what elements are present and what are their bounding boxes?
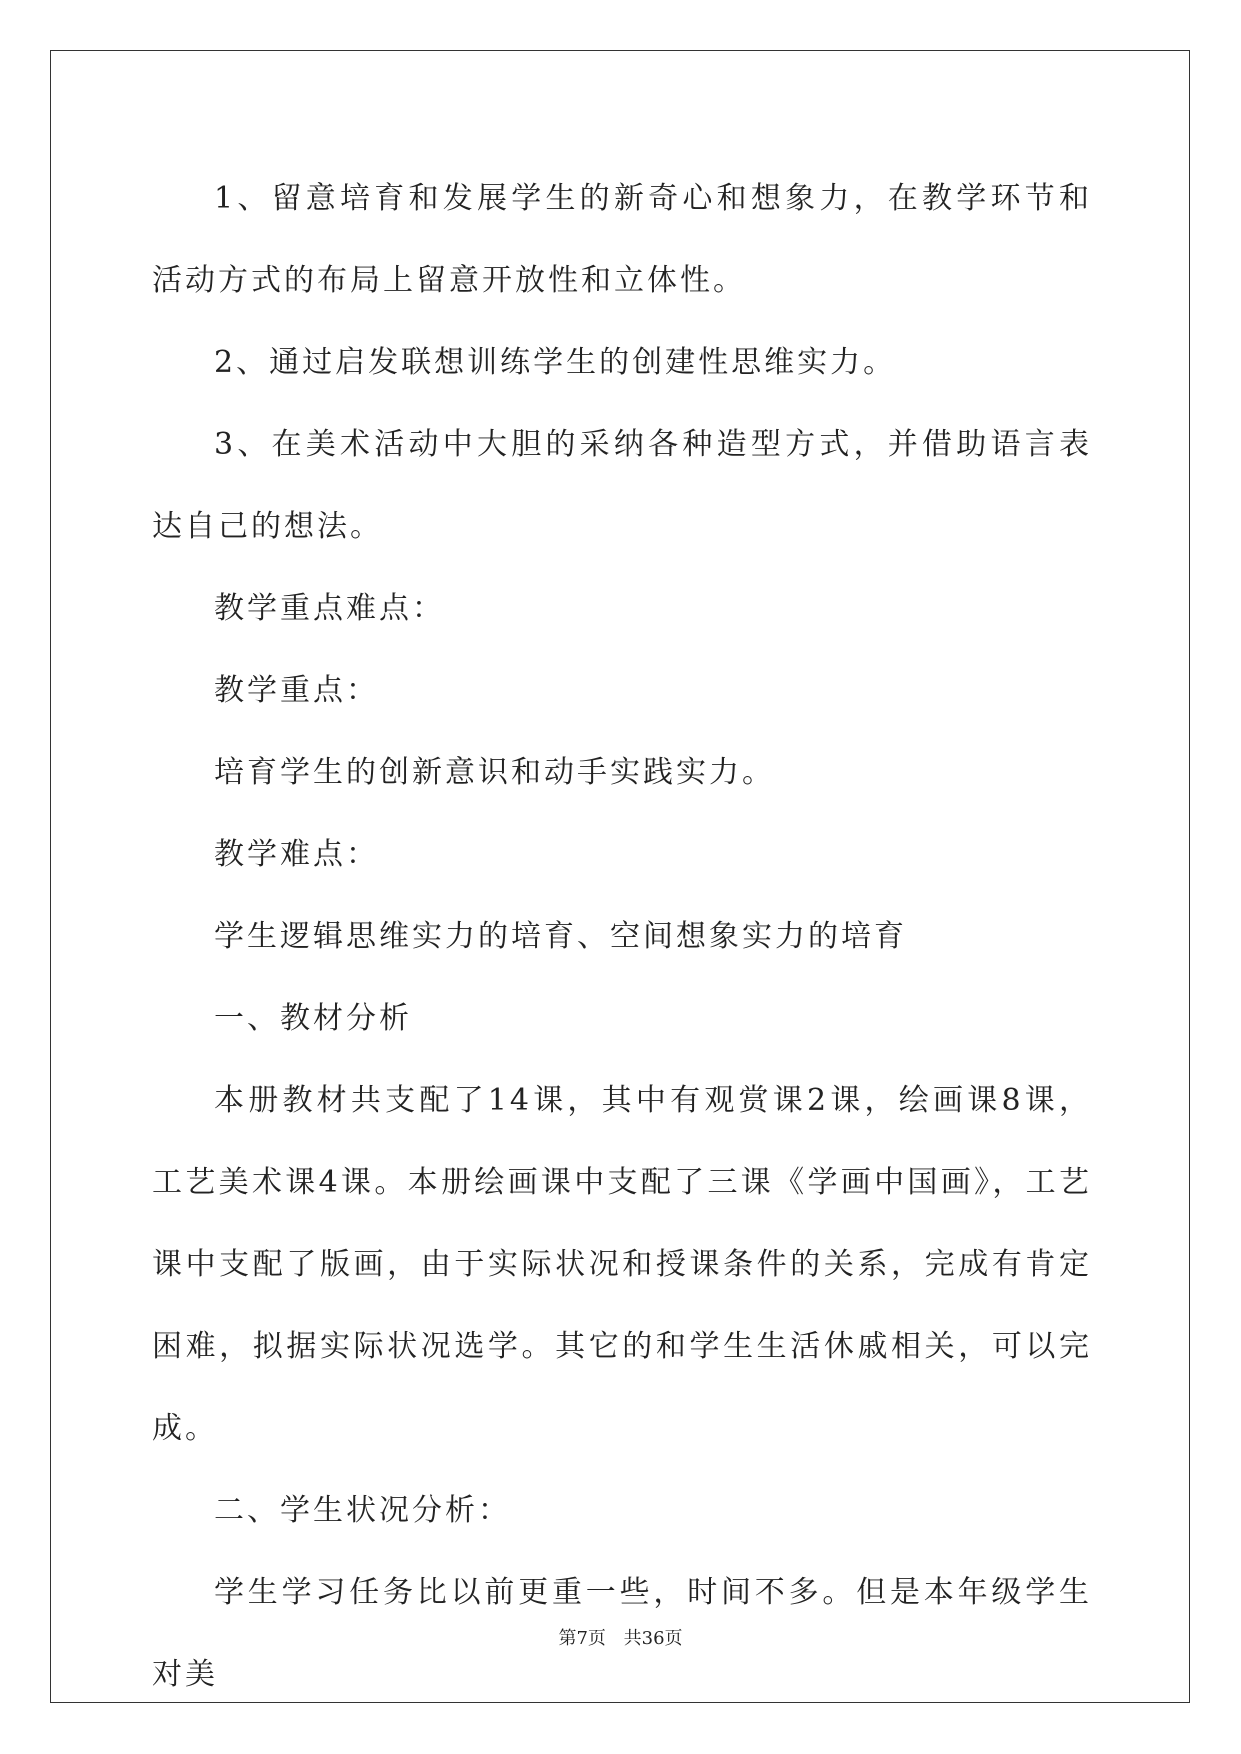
heading-key-points: 教学重点： xyxy=(214,673,379,708)
heading-key-difficult-points: 教学重点难点： xyxy=(214,591,445,626)
objective-2: 2、通过启发联想训练学生的创建性思维实力。 xyxy=(214,345,897,380)
page-footer xyxy=(0,1624,1241,1650)
objective-3: 3、在美术活动中大胆的采纳各种造型方式，并借助语言表达自己的想法。 xyxy=(152,427,1092,544)
key-points-text: 培育学生的创新意识和动手实践实力。 xyxy=(214,755,775,790)
heading-difficult-points: 教学难点： xyxy=(214,837,379,872)
difficult-points-text: 学生逻辑思维实力的培育、空间想象实力的培育 xyxy=(214,919,907,954)
page-total: 共36页 xyxy=(623,1628,683,1649)
page-number: 第7页 xyxy=(558,1628,606,1649)
heading-student-analysis: 二、学生状况分析： xyxy=(214,1493,511,1528)
document-body xyxy=(152,158,1092,1716)
student-analysis-text: 学生学习任务比以前更重一些，时间不多。但是本年级学生对美 xyxy=(152,1575,1092,1692)
heading-textbook-analysis: 一、教材分析 xyxy=(214,1001,412,1036)
textbook-analysis-text: 本册教材共支配了14课，其中有观赏课2课，绘画课8课，工艺美术课4课。本册绘画课中支配了三课《学画中国画》，工艺课中支配了版画，由于实际状况和授课条件的关系，完成有肯定困难，拟据实际状况选学。其它的和学生生活休戚相关，可以完成。 xyxy=(152,1083,1092,1446)
objective-1: 1、留意培育和发展学生的新奇心和想象力，在教学环节和活动方式的布局上留意开放性和立体性。 xyxy=(152,181,1092,298)
